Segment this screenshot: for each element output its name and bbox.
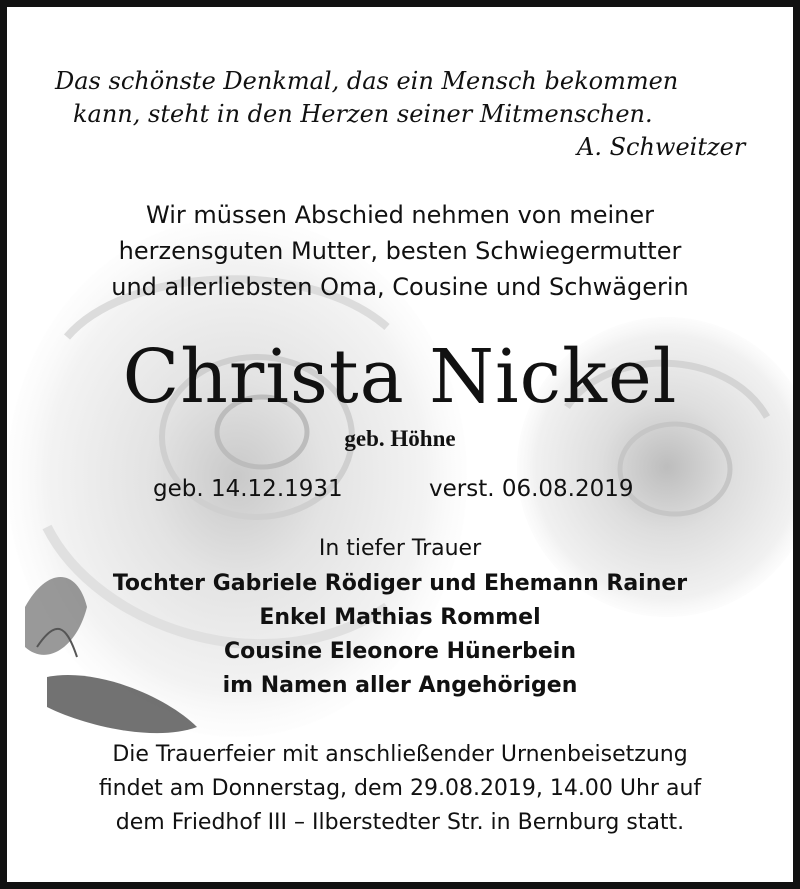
intro-text [7,197,793,305]
mourner-line: Cousine Eleonore Hünerbein [224,639,576,664]
quote-line-2: kann, steht in den Herzen seiner Mitmenschen. [73,100,653,128]
mourning-intro: In tiefer Trauer [318,536,482,561]
deceased-name: Christa Nickel [122,334,678,420]
funeral-line: dem Friedhof III – Ilberstedter Str. in Bernburg statt. [115,810,685,835]
funeral-line: findet am Donnerstag, dem 29.08.2019, 14.00 Uhr auf [98,776,702,801]
maiden-name: geb. Höhne [344,426,456,451]
quote-author: A. Schweitzer [577,133,746,161]
mourner-line: im Namen aller Angehörigen [222,673,578,698]
intro-line: herzensguten Mutter, besten Schwiegermutter [118,237,682,265]
intro-line: und allerliebsten Oma, Cousine und Schwägerin [111,273,689,301]
quote-line-1: Das schönste Denkmal, das ein Mensch bekommen [55,67,679,95]
intro-line: Wir müssen Abschied nehmen von meiner [146,201,654,229]
mourner-line: Tochter Gabriele Rödiger und Ehemann Rainer [112,571,688,596]
birth-date: geb. 14.12.1931 [153,476,343,502]
mourner-line: Enkel Mathias Rommel [259,605,541,630]
funeral-notice [7,738,793,840]
funeral-line: Die Trauerfeier mit anschließender Urnenbeisetzung [112,742,688,767]
death-date: verst. 06.08.2019 [429,476,634,502]
mourners-list [7,567,793,703]
